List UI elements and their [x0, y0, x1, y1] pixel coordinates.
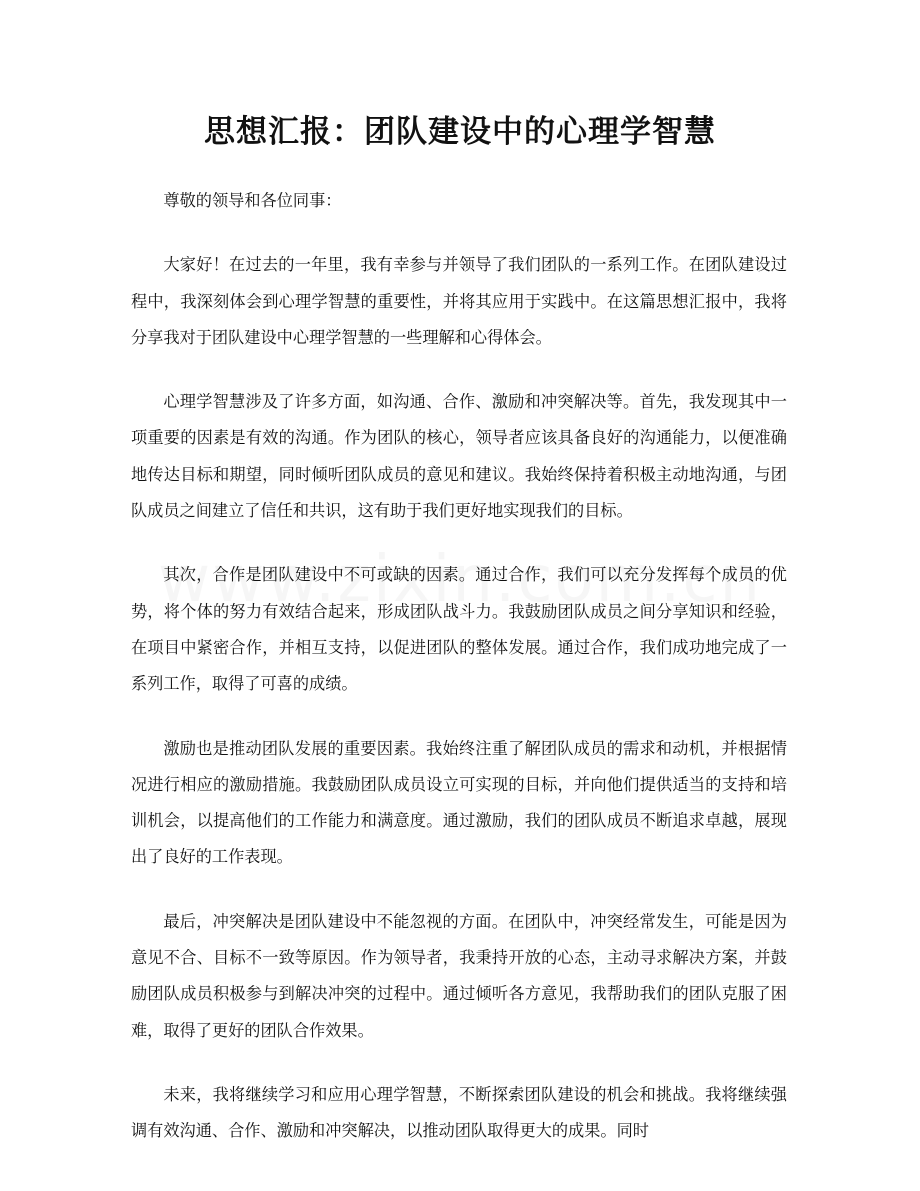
salutation: 尊敬的领导和各位同事：	[163, 191, 342, 210]
paragraph-communication: 心理学智慧涉及了许多方面，如沟通、合作、激励和冲突解决等。首先，我发现其中一项重要的因素是有效的沟通。作为团队的核心，领导者应该具备良好的沟通能力，以便准确地传达目标和期望，同时倾听团队成员的意见和建议。我始终保持着积极主动地沟通，与团队成员之间建立了信任和共识，这有助于我们更好地实现我们的目标。	[131, 392, 787, 521]
paragraph-future: 未来，我将继续学习和应用心理学智慧，不断探索团队建设的机会和挑战。我将继续强调有效沟通、合作、激励和冲突解决，以推动团队取得更大的成果。同时	[131, 1084, 787, 1141]
paragraph-cooperation: 其次，合作是团队建设中不可或缺的因素。通过合作，我们可以充分发挥每个成员的优势，将个体的努力有效结合起来，形成团队战斗力。我鼓励团队成员之间分享知识和经验，在项目中紧密合作，并相互支持，以促进团队的整体发展。通过合作，我们成功地完成了一系列工作，取得了可喜的成绩。	[131, 565, 787, 694]
paragraph-motivation: 激励也是推动团队发展的重要因素。我始终注重了解团队成员的需求和动机，并根据情况进行相应的激励措施。我鼓励团队成员设立可实现的目标，并向他们提供适当的支持和培训机会，以提高他们的工作能力和满意度。通过激励，我们的团队成员不断追求卓越，展现出了良好的工作表现。	[131, 738, 787, 867]
paragraph-intro: 大家好！在过去的一年里，我有幸参与并领导了我们团队的一系列工作。在团队建设过程中，我深刻体会到心理学智慧的重要性，并将其应用于实践中。在这篇思想汇报中，我将分享我对于团队建设中心理学智慧的一些理解和心得体会。	[131, 255, 787, 347]
document-body	[131, 183, 787, 1178]
document-title: 思想汇报：团队建设中的心理学智慧	[204, 114, 716, 150]
paragraph-conflict-resolution: 最后，冲突解决是团队建设中不能忽视的方面。在团队中，冲突经常发生，可能是因为意见不合、目标不一致等原因。作为领导者，我秉持开放的心态，主动寻求解决方案，并鼓励团队成员积极参与到解决冲突的过程中。通过倾听各方意见，我帮助我们的团队克服了困难，取得了更好的团队合作效果。	[131, 911, 787, 1040]
